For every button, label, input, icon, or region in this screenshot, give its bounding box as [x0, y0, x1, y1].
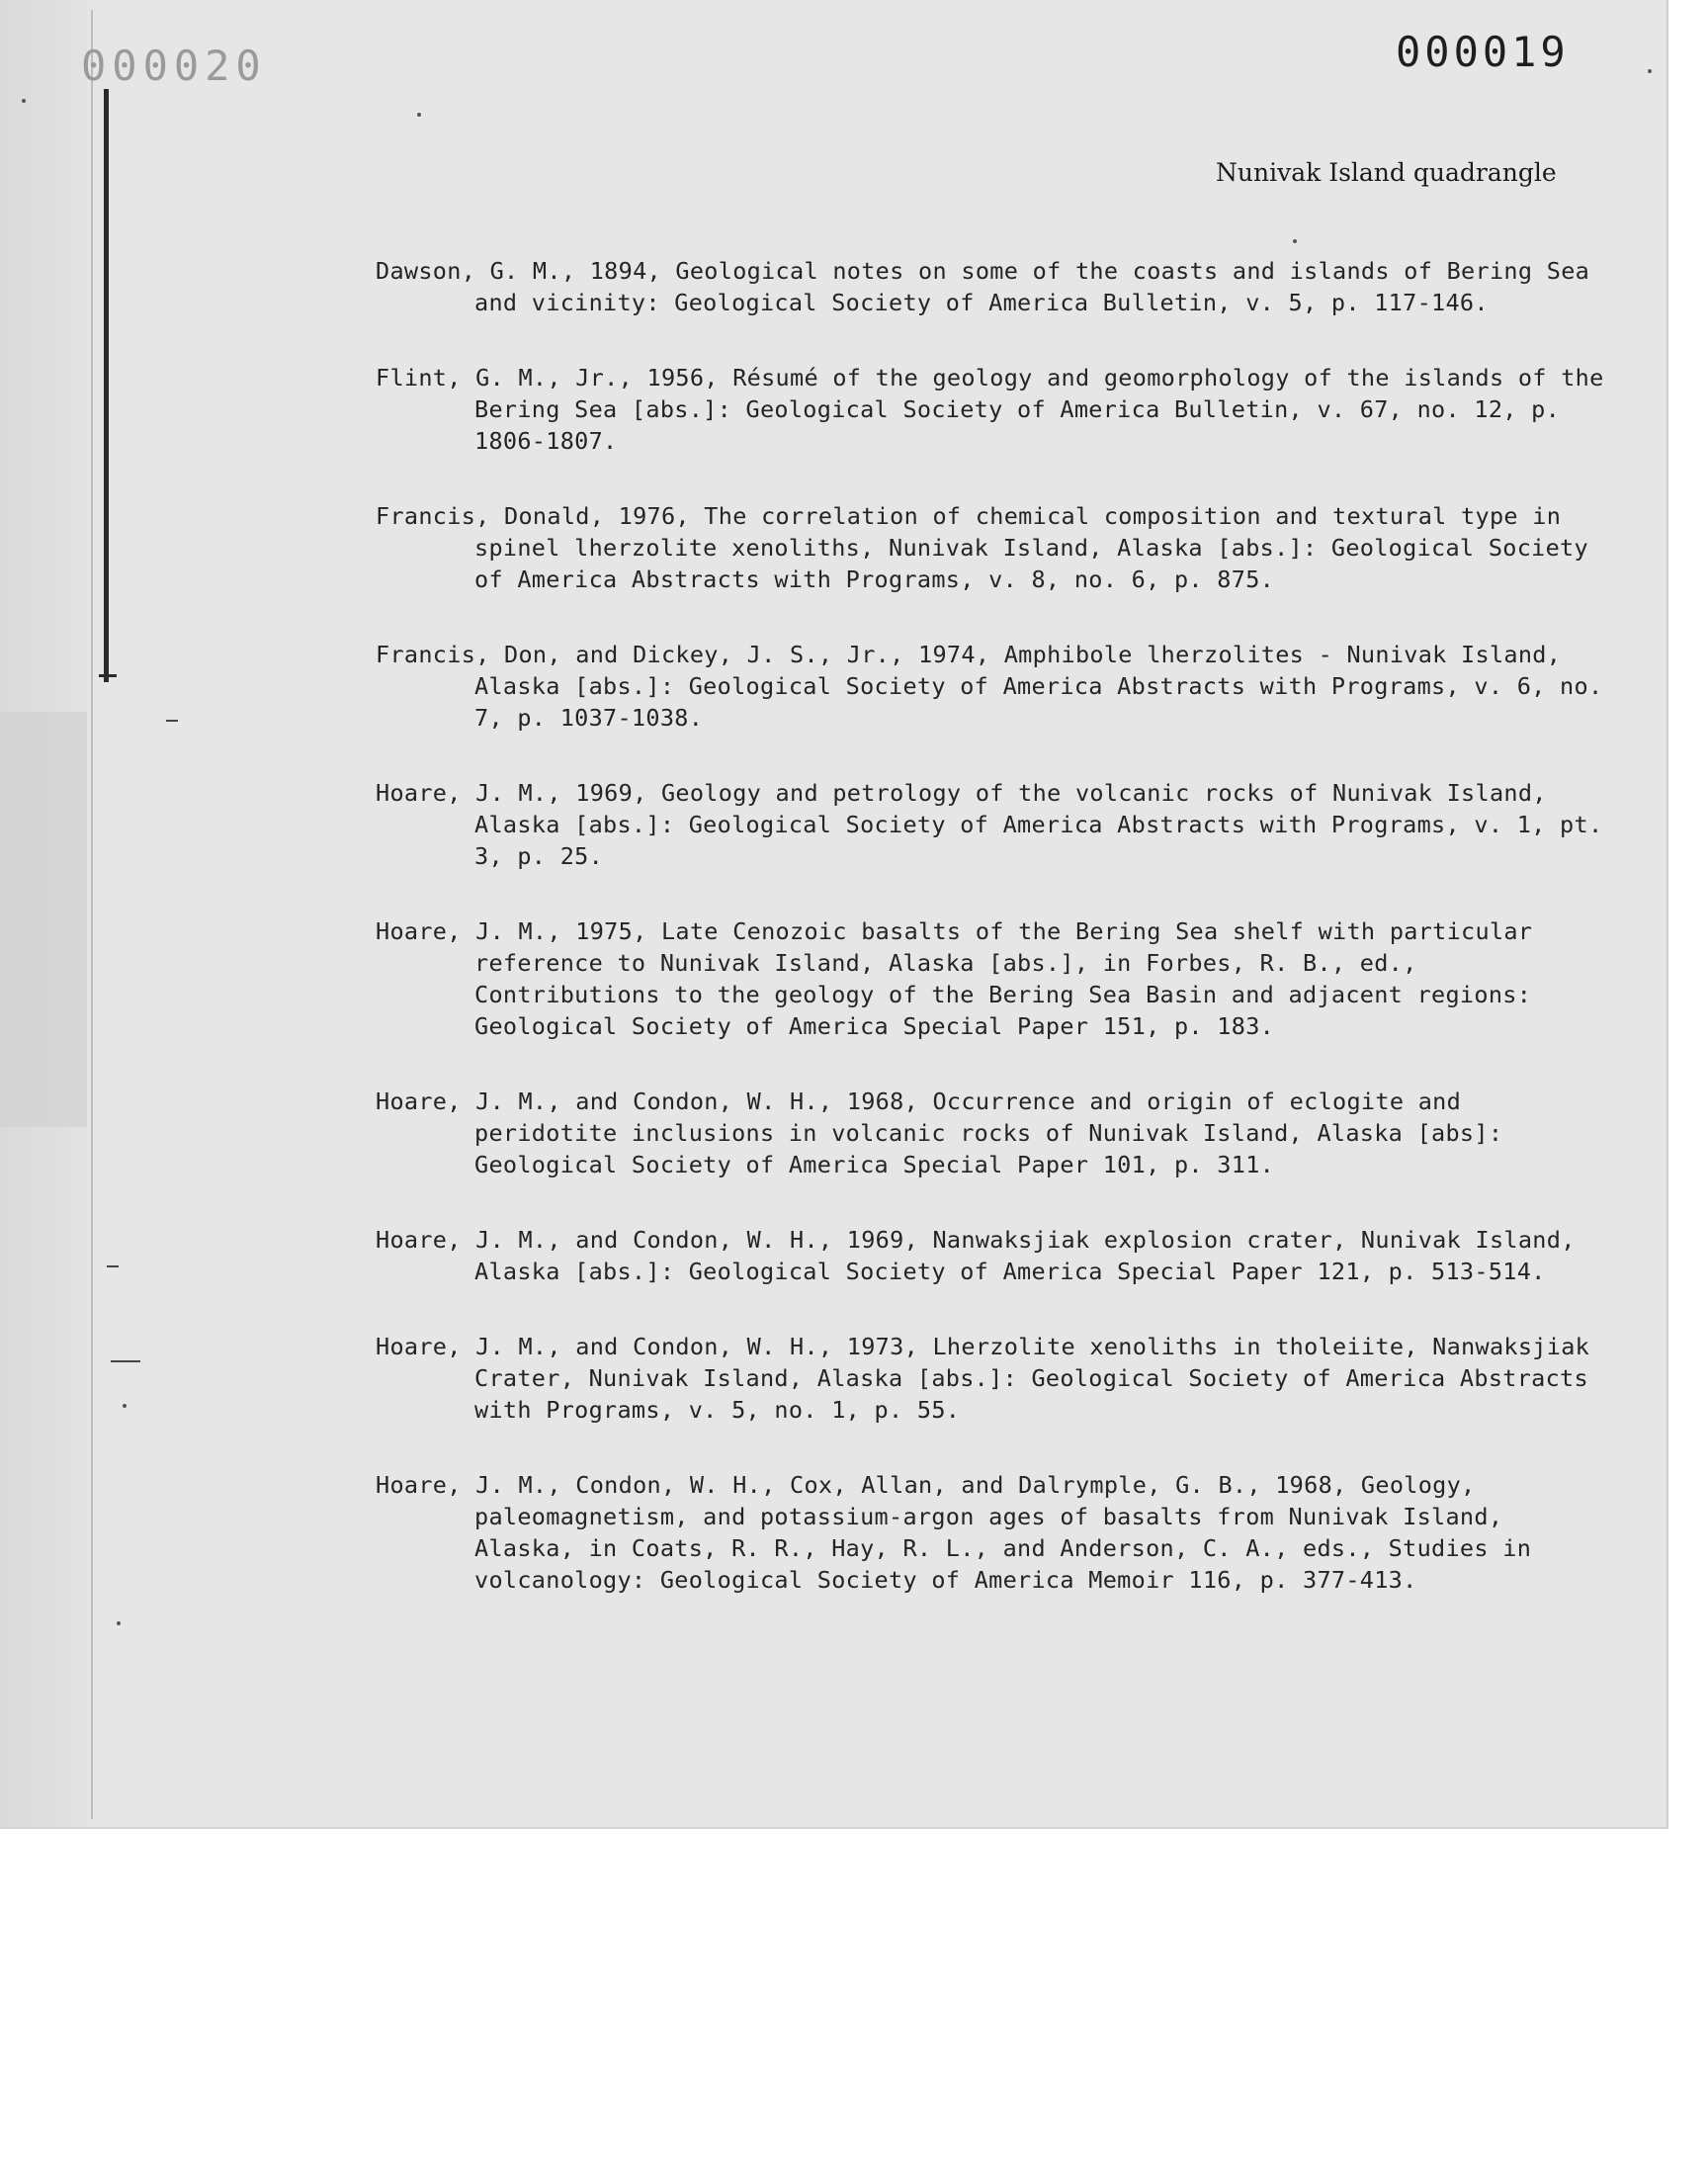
scan-speck	[123, 1404, 127, 1408]
reference-entry: Francis, Donald, 1976, The correlation of chemical composition and textural type in spinel lherzolite xenoliths, Nunivak Island, Alaska [abs.]: Geological Society of America Abstracts with Programs, v. 8, no. 6, p. 875.	[376, 502, 1588, 593]
reference-entry: Hoare, J. M., and Condon, W. H., 1969, Nanwaksjiak explosion crater, Nunivak Island, Alaska [abs.]: Geological Society of America Special Paper 121, p. 513-514.	[376, 1226, 1576, 1285]
scan-dash-mark	[166, 720, 178, 722]
faint-page-stamp: 000020	[81, 42, 267, 90]
reference-list	[376, 255, 1611, 1639]
quadrangle-title: Nunivak Island quadrangle	[1216, 158, 1557, 187]
reference-entry: Hoare, J. M., and Condon, W. H., 1973, Lherzolite xenoliths in tholeiite, Nanwaksjiak Crater, Nunivak Island, Alaska [abs.]: Geological Society of America Abstracts with Programs, v. 5, no. 1, p. 55.	[376, 1333, 1590, 1424]
reference-entry: Hoare, J. M., 1969, Geology and petrology of the volcanic rocks of Nunivak Island, Alaska [abs.]: Geological Society of America Abstracts with Programs, v. 1, pt. 3, p. 25.	[376, 779, 1603, 870]
scan-speck	[22, 99, 26, 103]
reference-entry: Hoare, J. M., and Condon, W. H., 1968, Occurrence and origin of eclogite and peridotite inclusions in volcanic rocks of Nunivak Island, Alaska [abs]: Geological Society of America Special Paper 101, p. 311.	[376, 1088, 1503, 1178]
scan-speck	[1293, 239, 1297, 243]
scan-dash-mark	[111, 1360, 140, 1362]
reference-entry: Dawson, G. M., 1894, Geological notes on some of the coasts and islands of Bering Sea and vicinity: Geological Society of America Bulletin, v. 5, p. 117-146.	[376, 257, 1590, 316]
scan-speck	[117, 1621, 121, 1625]
scan-speck	[417, 113, 421, 117]
left-margin-shadow	[0, 712, 87, 1127]
binding-tick-mark	[99, 674, 117, 677]
scan-dash-mark	[107, 1265, 119, 1267]
reference-entry: Francis, Don, and Dickey, J. S., Jr., 1974, Amphibole lherzolites - Nunivak Island, Alaska [abs.]: Geological Society of America Abstracts with Programs, v. 6, no. 7, p. 1037-1038.	[376, 641, 1603, 732]
binding-mark	[104, 89, 109, 682]
reference-entry: Flint, G. M., Jr., 1956, Résumé of the geology and geomorphology of the islands of the Bering Sea [abs.]: Geological Society of America Bulletin, v. 67, no. 12, p. 1806-1807.	[376, 364, 1604, 455]
page-edge-line	[91, 10, 93, 1819]
page-number-stamp: 000019	[1396, 28, 1570, 76]
reference-entry: Hoare, J. M., 1975, Late Cenozoic basalts of the Bering Sea shelf with particular reference to Nunivak Island, Alaska [abs.], in Forbes, R. B., ed., Contributions to the geology of the Bering Sea Basin and adjacent regions: Geological Society of America Special Paper 151, p. 183.	[376, 917, 1533, 1040]
scan-speck	[1648, 69, 1652, 73]
reference-entry: Hoare, J. M., Condon, W. H., Cox, Allan, and Dalrymple, G. B., 1968, Geology, paleomagnetism, and potassium-argon ages of basalts from Nunivak Island, Alaska, in Coats, R. R., Hay, R. L., and Anderson, C. A., eds., Studies in volcanology: Geological Society of America Memoir 116, p. 377-413.	[376, 1471, 1532, 1594]
